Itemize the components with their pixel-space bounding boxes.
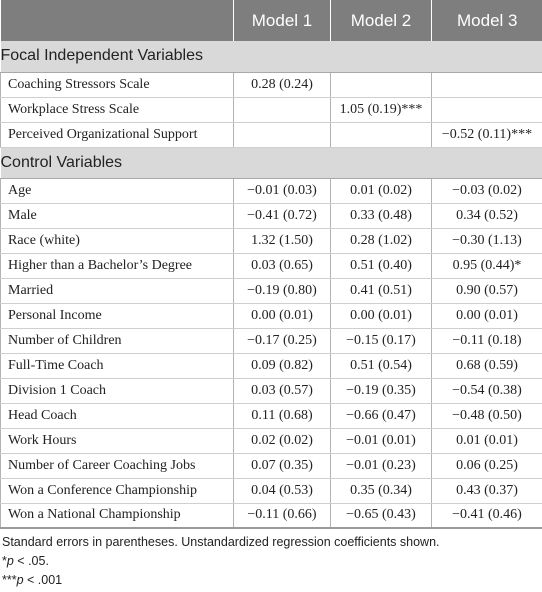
note-p05-star: * bbox=[2, 554, 7, 568]
model-3-cell: 0.95 (0.44)* bbox=[432, 253, 542, 278]
note-p001-value: < .001 bbox=[23, 573, 63, 587]
note-p001-p: p bbox=[16, 573, 24, 587]
note-p001 bbox=[2, 571, 540, 590]
row-label: Higher than a Bachelor’s Degree bbox=[1, 253, 234, 278]
model-3-cell bbox=[432, 97, 542, 122]
section-row-focal bbox=[1, 41, 542, 72]
model-1-cell: −0.17 (0.25) bbox=[234, 328, 331, 353]
header-model-1: Model 1 bbox=[234, 0, 331, 41]
model-1-cell: 0.09 (0.82) bbox=[234, 353, 331, 378]
model-2-cell bbox=[331, 122, 432, 147]
model-1-cell: −0.01 (0.03) bbox=[234, 178, 331, 203]
table-row bbox=[1, 478, 542, 503]
model-2-cell: 0.41 (0.51) bbox=[331, 278, 432, 303]
model-1-cell: 1.32 (1.50) bbox=[234, 228, 331, 253]
model-3-cell: −0.11 (0.18) bbox=[432, 328, 542, 353]
row-label: Male bbox=[1, 203, 234, 228]
section-title-focal: Focal Independent Variables bbox=[1, 41, 542, 72]
model-1-cell bbox=[234, 122, 331, 147]
table-row bbox=[1, 97, 542, 122]
model-3-cell: 0.90 (0.57) bbox=[432, 278, 542, 303]
table-row bbox=[1, 278, 542, 303]
table-row bbox=[1, 428, 542, 453]
header-model-2: Model 2 bbox=[331, 0, 432, 41]
model-2-cell: 0.33 (0.48) bbox=[331, 203, 432, 228]
model-3-cell: 0.00 (0.01) bbox=[432, 303, 542, 328]
model-1-cell: 0.04 (0.53) bbox=[234, 478, 331, 503]
table-row bbox=[1, 122, 542, 147]
model-1-cell: −0.41 (0.72) bbox=[234, 203, 331, 228]
row-label: Won a National Championship bbox=[1, 503, 234, 528]
table-row bbox=[1, 353, 542, 378]
model-1-cell: −0.19 (0.80) bbox=[234, 278, 331, 303]
note-p001-stars: *** bbox=[2, 573, 17, 587]
model-2-cell: −0.01 (0.01) bbox=[331, 428, 432, 453]
header-blank-cell bbox=[1, 0, 234, 41]
table-row bbox=[1, 228, 542, 253]
table-row bbox=[1, 328, 542, 353]
model-3-cell: −0.52 (0.11)*** bbox=[432, 122, 542, 147]
row-label: Age bbox=[1, 178, 234, 203]
model-2-cell: −0.15 (0.17) bbox=[331, 328, 432, 353]
table-row bbox=[1, 403, 542, 428]
row-label: Workplace Stress Scale bbox=[1, 97, 234, 122]
model-2-cell: −0.01 (0.23) bbox=[331, 453, 432, 478]
model-3-cell: 0.06 (0.25) bbox=[432, 453, 542, 478]
model-2-cell: 0.28 (1.02) bbox=[331, 228, 432, 253]
row-label: Perceived Organizational Support bbox=[1, 122, 234, 147]
model-2-cell: 0.01 (0.02) bbox=[331, 178, 432, 203]
model-3-cell: −0.48 (0.50) bbox=[432, 403, 542, 428]
table-row bbox=[1, 503, 542, 528]
note-p05-p: p bbox=[6, 554, 14, 568]
model-3-cell: 0.43 (0.37) bbox=[432, 478, 542, 503]
row-label: Head Coach bbox=[1, 403, 234, 428]
model-1-cell: 0.02 (0.02) bbox=[234, 428, 331, 453]
table-row bbox=[1, 178, 542, 203]
model-1-cell: 0.03 (0.57) bbox=[234, 378, 331, 403]
row-label: Number of Children bbox=[1, 328, 234, 353]
model-3-cell: −0.41 (0.46) bbox=[432, 503, 542, 528]
row-label: Coaching Stressors Scale bbox=[1, 72, 234, 97]
model-3-cell: −0.30 (1.13) bbox=[432, 228, 542, 253]
model-3-cell: 0.68 (0.59) bbox=[432, 353, 542, 378]
model-1-cell: 0.07 (0.35) bbox=[234, 453, 331, 478]
model-2-cell: 0.00 (0.01) bbox=[331, 303, 432, 328]
model-2-cell: 0.51 (0.40) bbox=[331, 253, 432, 278]
row-label: Full-Time Coach bbox=[1, 353, 234, 378]
model-2-cell: −0.19 (0.35) bbox=[331, 378, 432, 403]
model-1-cell: 0.28 (0.24) bbox=[234, 72, 331, 97]
table-row bbox=[1, 453, 542, 478]
model-3-cell bbox=[432, 72, 542, 97]
row-label: Personal Income bbox=[1, 303, 234, 328]
row-label: Number of Career Coaching Jobs bbox=[1, 453, 234, 478]
model-2-cell: 1.05 (0.19)*** bbox=[331, 97, 432, 122]
note-standard-errors: Standard errors in parentheses. Unstandardized regression coefficients shown. bbox=[2, 535, 440, 549]
model-3-cell: −0.03 (0.02) bbox=[432, 178, 542, 203]
model-2-cell: 0.35 (0.34) bbox=[331, 478, 432, 503]
row-label: Married bbox=[1, 278, 234, 303]
header-row bbox=[1, 0, 542, 41]
model-3-cell: −0.54 (0.38) bbox=[432, 378, 542, 403]
table-row bbox=[1, 378, 542, 403]
header-model-3: Model 3 bbox=[432, 0, 542, 41]
section-title-control: Control Variables bbox=[1, 147, 542, 178]
row-label: Work Hours bbox=[1, 428, 234, 453]
row-label: Division 1 Coach bbox=[1, 378, 234, 403]
model-2-cell bbox=[331, 72, 432, 97]
model-1-cell bbox=[234, 97, 331, 122]
table-notes bbox=[2, 533, 540, 590]
model-2-cell: −0.66 (0.47) bbox=[331, 403, 432, 428]
model-2-cell: −0.65 (0.43) bbox=[331, 503, 432, 528]
row-label: Won a Conference Championship bbox=[1, 478, 234, 503]
model-1-cell: 0.11 (0.68) bbox=[234, 403, 331, 428]
table-row bbox=[1, 72, 542, 97]
model-1-cell: 0.00 (0.01) bbox=[234, 303, 331, 328]
table-row bbox=[1, 253, 542, 278]
model-3-cell: 0.01 (0.01) bbox=[432, 428, 542, 453]
table-row bbox=[1, 303, 542, 328]
model-2-cell: 0.51 (0.54) bbox=[331, 353, 432, 378]
model-1-cell: −0.11 (0.66) bbox=[234, 503, 331, 528]
row-label: Race (white) bbox=[1, 228, 234, 253]
note-p05 bbox=[2, 552, 540, 571]
section-row-control bbox=[1, 147, 542, 178]
table-row bbox=[1, 203, 542, 228]
model-3-cell: 0.34 (0.52) bbox=[432, 203, 542, 228]
note-p05-value: < .05. bbox=[13, 554, 49, 568]
model-1-cell: 0.03 (0.65) bbox=[234, 253, 331, 278]
